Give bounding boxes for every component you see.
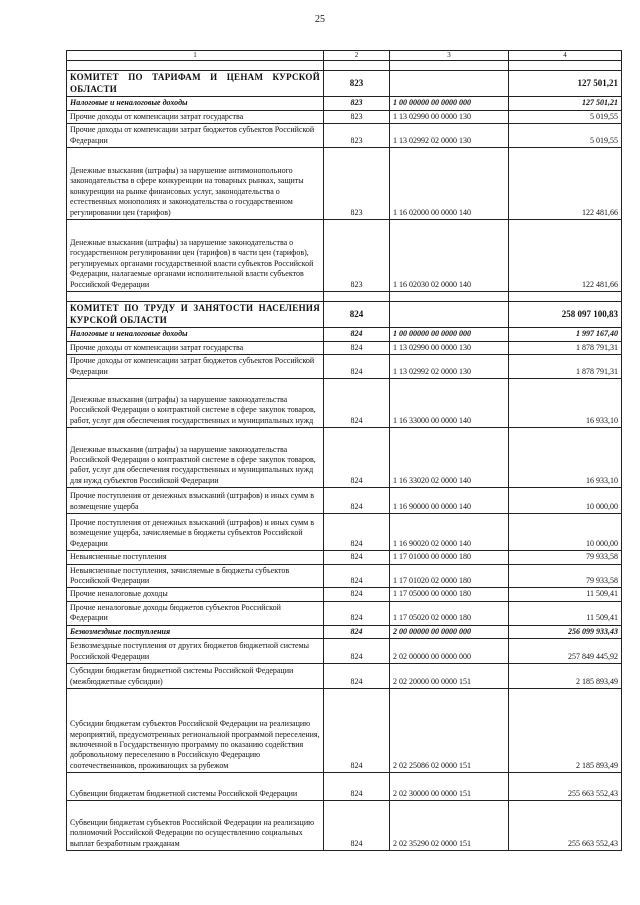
row-amount: 1 878 791,31: [509, 355, 622, 379]
row-kbk: 1 13 02992 02 0000 130: [390, 355, 509, 379]
row-code: [324, 61, 390, 71]
table-row: [67, 488, 622, 514]
table-row: [67, 220, 622, 292]
row-kbk: 1 16 02030 02 0000 140: [390, 220, 509, 292]
table-row: [67, 124, 622, 148]
row-code: 823: [324, 110, 390, 123]
row-amount: 1 997 167,40: [509, 328, 622, 341]
row-code: 823: [324, 97, 390, 110]
row-name: [67, 292, 324, 302]
row-code: [324, 292, 390, 302]
table-row: [67, 801, 622, 851]
row-kbk: 1 16 90020 02 0000 140: [390, 514, 509, 551]
row-code: 824: [324, 302, 390, 328]
row-code: 824: [324, 488, 390, 514]
table-row: [67, 601, 622, 625]
row-amount: [509, 292, 622, 302]
table-header-row: [67, 51, 622, 61]
row-name: Прочие доходы от компенсации затрат государства: [67, 110, 324, 123]
row-code: 824: [324, 328, 390, 341]
row-name: Налоговые и неналоговые доходы: [67, 328, 324, 341]
row-code: 824: [324, 551, 390, 564]
row-name: Денежные взыскания (штрафы) за нарушение законодательства Российской Федерации о контрактной системе в сфере закупок товаров, работ, услуг для обеспечения государственных и муниципальных нужд для нужд субъектов Российской Федерации: [67, 428, 324, 488]
row-kbk: 2 02 00000 00 0000 000: [390, 639, 509, 664]
row-amount: 122 481,66: [509, 220, 622, 292]
row-name: [67, 61, 324, 71]
table-row: [67, 588, 622, 601]
revenue-table: [66, 50, 622, 851]
header-col-4: 4: [509, 51, 622, 61]
row-amount: 2 185 893,49: [509, 689, 622, 773]
row-name: Прочие неналоговые доходы бюджетов субъектов Российской Федерации: [67, 601, 324, 625]
row-kbk: 1 17 01000 00 0000 180: [390, 551, 509, 564]
row-kbk: 1 13 02990 00 0000 130: [390, 341, 509, 354]
table-row: [67, 514, 622, 551]
row-kbk: 1 00 00000 00 0000 000: [390, 328, 509, 341]
row-name: Невыясненные поступления: [67, 551, 324, 564]
table-row: [67, 664, 622, 689]
table-row: [67, 355, 622, 379]
row-code: 824: [324, 379, 390, 428]
table-row: [67, 773, 622, 801]
row-code: 824: [324, 689, 390, 773]
row-name: Прочие доходы от компенсации затрат бюджетов субъектов Российской Федерации: [67, 124, 324, 148]
row-code: 824: [324, 428, 390, 488]
table-row: [67, 379, 622, 428]
row-kbk: [390, 71, 509, 97]
row-amount: 255 663 552,43: [509, 773, 622, 801]
row-kbk: 1 00 00000 00 0000 000: [390, 97, 509, 110]
row-kbk: 1 17 05000 00 0000 180: [390, 588, 509, 601]
row-amount: 2 185 893,49: [509, 664, 622, 689]
row-kbk: 1 16 33020 02 0000 140: [390, 428, 509, 488]
row-name: Субсидии бюджетам субъектов Российской Федерации на реализацию мероприятий, предусмотренных региональной программой переселения, включенной в Государственную программу по оказанию содействия добровольному переселению в Российскую Федерацию соотечественников, проживающих за рубежом: [67, 689, 324, 773]
row-amount: 255 663 552,43: [509, 801, 622, 851]
spacer-row: [67, 292, 622, 302]
row-kbk: 2 02 30000 00 0000 151: [390, 773, 509, 801]
row-amount: 256 099 933,43: [509, 625, 622, 638]
row-amount: [509, 61, 622, 71]
table-row: [67, 148, 622, 220]
row-kbk: 1 16 02000 00 0000 140: [390, 148, 509, 220]
table-row: [67, 625, 622, 638]
row-name: Субсидии бюджетам бюджетной системы Российской Федерации (межбюджетные субсидии): [67, 664, 324, 689]
row-amount: 122 481,66: [509, 148, 622, 220]
row-kbk: 1 16 33000 00 0000 140: [390, 379, 509, 428]
row-name: Прочие поступления от денежных взысканий (штрафов) и иных сумм в возмещение ущерба: [67, 488, 324, 514]
row-name: Прочие неналоговые доходы: [67, 588, 324, 601]
table-row: [67, 341, 622, 354]
header-col-2: 2: [324, 51, 390, 61]
row-code: 824: [324, 564, 390, 588]
row-kbk: [390, 61, 509, 71]
page-number: 25: [315, 14, 325, 25]
table-row: [67, 328, 622, 341]
row-code: 824: [324, 588, 390, 601]
row-amount: 11 509,41: [509, 601, 622, 625]
row-name: Прочие доходы от компенсации затрат бюджетов субъектов Российской Федерации: [67, 355, 324, 379]
row-name: Прочие доходы от компенсации затрат государства: [67, 341, 324, 354]
row-name: Денежные взыскания (штрафы) за нарушение законодательства Российской Федерации о контрактной системе в сфере закупок товаров, работ, услуг для обеспечения государственных и муниципальных нужд: [67, 379, 324, 428]
row-amount: 5 019,55: [509, 110, 622, 123]
organization-row: [67, 71, 622, 97]
row-code: 824: [324, 639, 390, 664]
row-name: Субвенции бюджетам субъектов Российской Федерации на реализацию полномочий Российской Федерации по осуществлению социальных выплат безработным гражданам: [67, 801, 324, 851]
row-code: 824: [324, 773, 390, 801]
row-name: Денежные взыскания (штрафы) за нарушение антимонопольного законодательства в сфере конкуренции на товарных рынках, защиты конкуренции на рынке финансовых услуг, законодательства о естественных монополиях и законодательства о государственном регулировании цен (тарифов): [67, 148, 324, 220]
row-code: 823: [324, 71, 390, 97]
row-name: Налоговые и неналоговые доходы: [67, 97, 324, 110]
row-amount: 79 933,58: [509, 551, 622, 564]
row-kbk: 1 17 05020 02 0000 180: [390, 601, 509, 625]
row-kbk: 2 02 20000 00 0000 151: [390, 664, 509, 689]
row-code: 823: [324, 148, 390, 220]
row-code: 824: [324, 625, 390, 638]
row-name: Субвенции бюджетам бюджетной системы Российской Федерации: [67, 773, 324, 801]
table-row: [67, 551, 622, 564]
row-name: Невыясненные поступления, зачисляемые в бюджеты субъектов Российской Федерации: [67, 564, 324, 588]
row-amount: 16 933,10: [509, 428, 622, 488]
table-row: [67, 97, 622, 110]
table-row: [67, 110, 622, 123]
row-name: Прочие поступления от денежных взысканий (штрафов) и иных сумм в возмещение ущерба, зачисляемые в бюджеты субъектов Российской Федерации: [67, 514, 324, 551]
table-row: [67, 689, 622, 773]
row-code: 823: [324, 124, 390, 148]
header-col-3: 3: [390, 51, 509, 61]
row-amount: 1 878 791,31: [509, 341, 622, 354]
row-kbk: 1 13 02990 00 0000 130: [390, 110, 509, 123]
row-amount: 11 509,41: [509, 588, 622, 601]
row-amount: 16 933,10: [509, 379, 622, 428]
row-amount: 79 933,58: [509, 564, 622, 588]
row-amount: 5 019,55: [509, 124, 622, 148]
row-amount: 127 501,21: [509, 97, 622, 110]
row-code: 824: [324, 514, 390, 551]
row-amount: 10 000,00: [509, 488, 622, 514]
header-col-1: 1: [67, 51, 324, 61]
row-name: Денежные взыскания (штрафы) за нарушение законодательства о государственном регулировании цен (тарифов) в части цен (тарифов), регулируемых органами государственной власти субъектов Российской Федерации, налагаемые органами исполнительной власти субъектов Российской Федерации: [67, 220, 324, 292]
table-row: [67, 428, 622, 488]
row-kbk: 2 02 25086 02 0000 151: [390, 689, 509, 773]
table-row: [67, 564, 622, 588]
table-row: [67, 639, 622, 664]
row-kbk: [390, 292, 509, 302]
organization-row: [67, 302, 622, 328]
row-name: Безвозмездные поступления: [67, 625, 324, 638]
row-name: КОМИТЕТ ПО ТАРИФАМ И ЦЕНАМ КУРСКОЙ ОБЛАСТИ: [67, 71, 324, 97]
row-amount: 127 501,21: [509, 71, 622, 97]
row-kbk: 2 00 00000 00 0000 000: [390, 625, 509, 638]
row-kbk: 1 16 90000 00 0000 140: [390, 488, 509, 514]
row-kbk: [390, 302, 509, 328]
row-kbk: 2 02 35290 02 0000 151: [390, 801, 509, 851]
row-name: КОМИТЕТ ПО ТРУДУ И ЗАНЯТОСТИ НАСЕЛЕНИЯ КУРСКОЙ ОБЛАСТИ: [67, 302, 324, 328]
row-amount: 10 000,00: [509, 514, 622, 551]
row-code: 824: [324, 801, 390, 851]
row-kbk: 1 13 02992 02 0000 130: [390, 124, 509, 148]
row-kbk: 1 17 01020 02 0000 180: [390, 564, 509, 588]
row-code: 824: [324, 355, 390, 379]
row-code: 824: [324, 601, 390, 625]
row-code: 824: [324, 664, 390, 689]
row-code: 823: [324, 220, 390, 292]
spacer-row: [67, 61, 622, 71]
row-amount: 257 849 445,92: [509, 639, 622, 664]
row-code: 824: [324, 341, 390, 354]
row-amount: 258 097 100,83: [509, 302, 622, 328]
row-name: Безвозмездные поступления от других бюджетов бюджетной системы Российской Федерации: [67, 639, 324, 664]
